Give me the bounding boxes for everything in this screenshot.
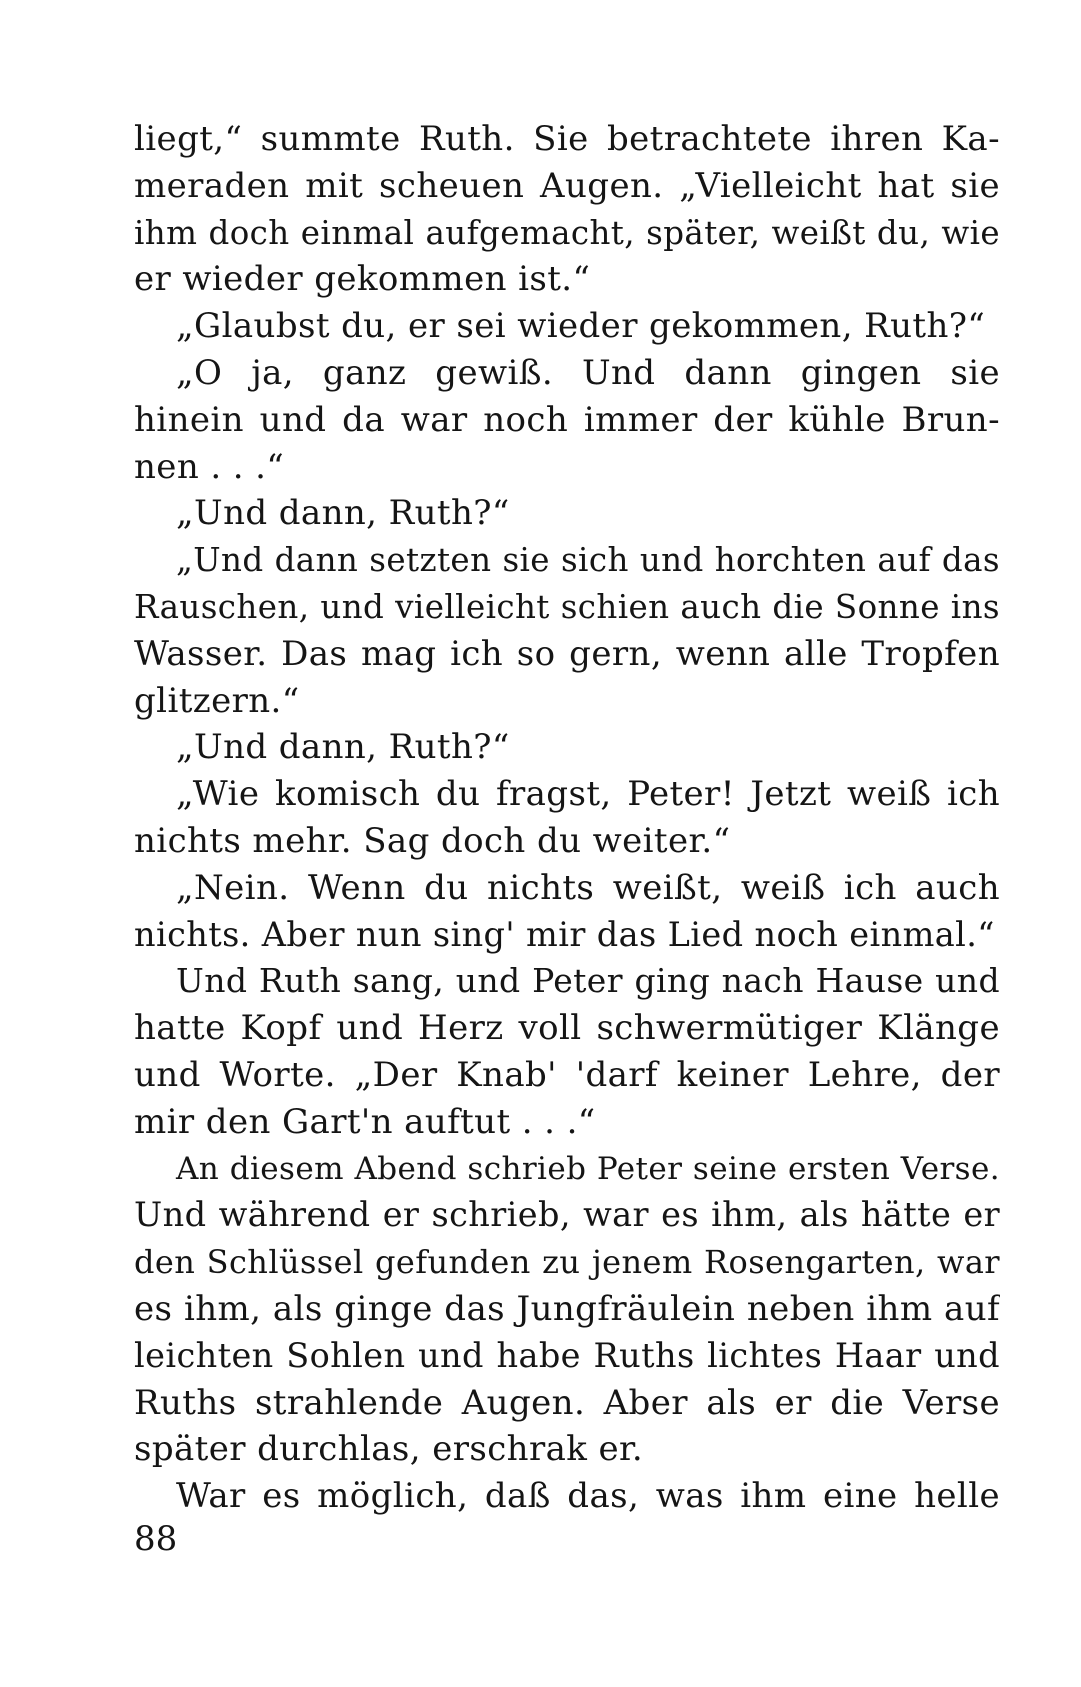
text-line: glitzern.“ <box>134 680 300 721</box>
text-line: den Schlüssel gefunden zu jenem Rosengarten, war <box>134 1243 1000 1282</box>
text-line: später durchlas, erschrak er. <box>134 1429 644 1470</box>
text-line: „Und dann setzten sie sich und horchten auf das <box>176 541 1000 580</box>
text-line: „Und dann, Ruth?“ <box>176 493 510 534</box>
text-line: „O ja, ganz gewiß. Und dann gingen sie <box>176 352 1000 393</box>
text-line: An diesem Abend schrieb Peter seine ersten Verse. <box>176 1150 1000 1187</box>
text-line: Und während er schrieb, war es ihm, als hätte er <box>134 1195 1000 1235</box>
text-line: hatte Kopf und Herz voll schwermütiger Klänge <box>134 1008 1000 1049</box>
text-line: meraden mit scheuen Augen. „Vielleicht hat sie <box>134 165 1000 206</box>
text-line: „Und dann, Ruth?“ <box>176 727 510 768</box>
text-line: nichts mehr. Sag doch du weiter.“ <box>134 820 731 861</box>
body-text <box>134 116 1000 1520</box>
text-line: War es möglich, daß das, was ihm eine helle <box>176 1476 1000 1517</box>
text-line: „Wie komisch du fragst, Peter! Jetzt weiß ich <box>176 774 1000 815</box>
text-line: es ihm, als ginge das Jungfräulein neben ihm auf <box>134 1288 1000 1329</box>
page-number: 88 <box>134 1519 178 1559</box>
text-line: nichts. Aber nun sing' mir das Lied noch einmal.“ <box>134 914 995 954</box>
text-line: und Worte. „Der Knab' 'darf keiner Lehre, der <box>134 1054 1000 1095</box>
text-line: hinein und da war noch immer der kühle Brun- <box>134 399 1000 440</box>
text-line: ihm doch einmal aufgemacht, später, weißt du, wie <box>134 213 1000 252</box>
text-line: Rauschen, und vielleicht schien auch die Sonne ins <box>134 587 1000 626</box>
text-line: mir den Gart'n auftut . . .“ <box>134 1101 596 1142</box>
text-line: er wieder gekommen ist.“ <box>134 259 591 300</box>
text-line: Wasser. Das mag ich so gern, wenn alle Tropfen <box>134 633 1000 674</box>
text-line: „Nein. Wenn du nichts weißt, weiß ich auch <box>176 867 1000 908</box>
text-line: nen . . .“ <box>134 446 285 487</box>
text-line: leichten Sohlen und habe Ruths lichtes Haar und <box>134 1335 1000 1375</box>
text-line: Ruths strahlende Augen. Aber als er die Verse <box>134 1382 1000 1423</box>
text-line: „Glaubst du, er sei wieder gekommen, Ruth?“ <box>176 306 986 347</box>
text-line: liegt,“ summte Ruth. Sie betrachtete ihren Ka- <box>134 119 1000 159</box>
text-line: Und Ruth sang, und Peter ging nach Hause und <box>176 961 1000 1001</box>
